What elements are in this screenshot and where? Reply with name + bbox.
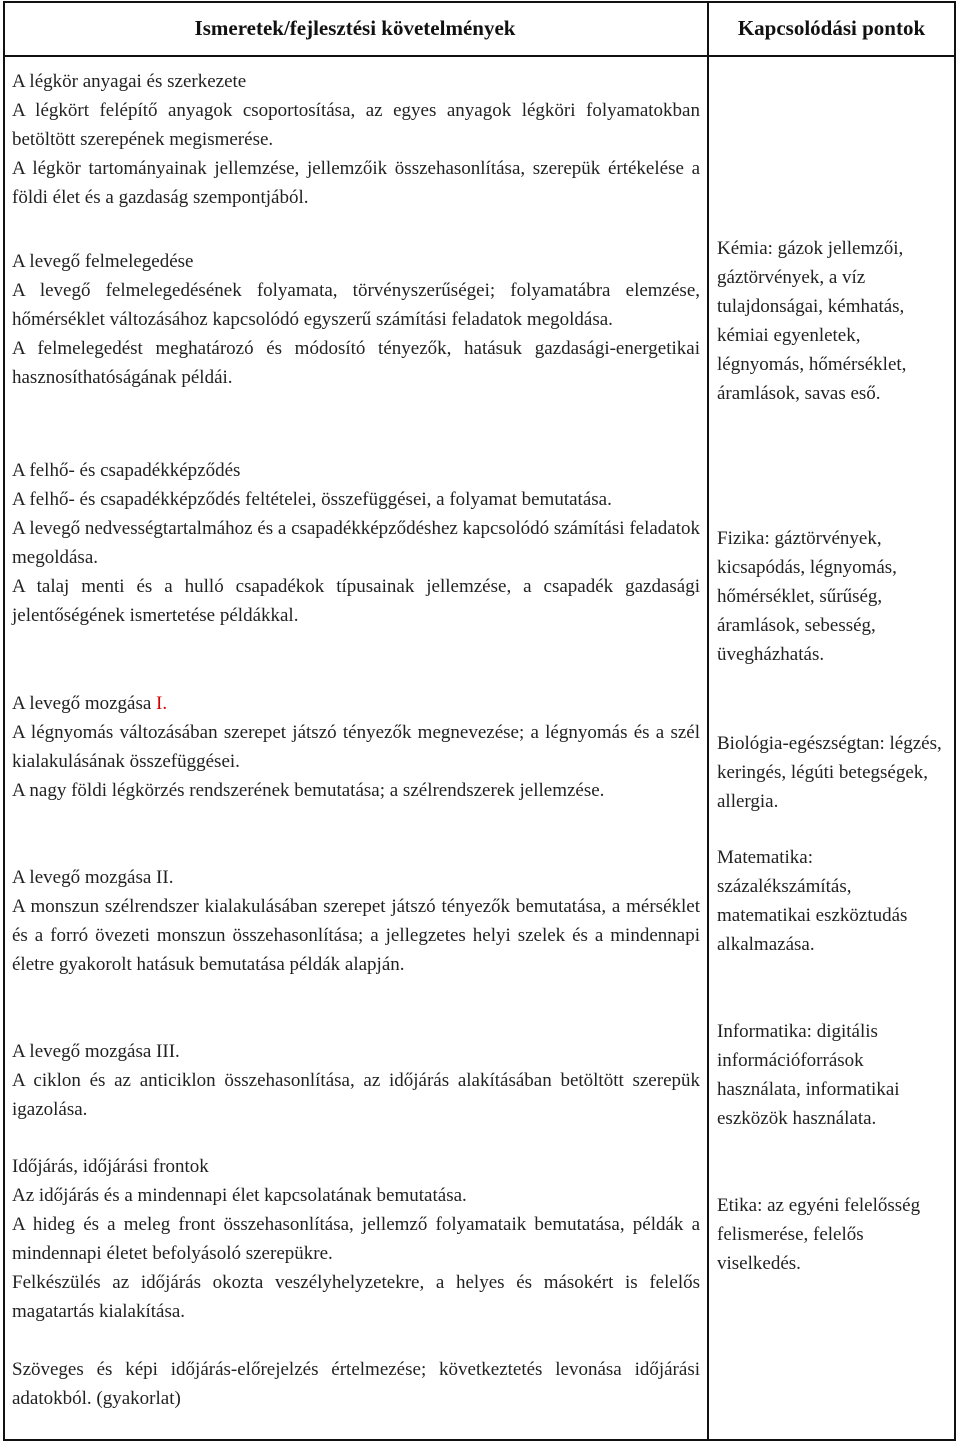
section-title: A levegő mozgása III. bbox=[12, 1041, 180, 1062]
section-title bbox=[12, 689, 700, 718]
section-paragraph: A felmelegedést meghatározó és módosító tényezők, hatásuk gazdasági-energetikai hasznosíthatóságának példái. bbox=[12, 338, 700, 388]
section-title: A felhő- és csapadékképződés bbox=[12, 460, 241, 481]
section-title: A légkör anyagai és szerkezete bbox=[12, 71, 247, 92]
connection-biology: Biológia-egészségtan: légzés, keringés, légúti betegségek, allergia. bbox=[717, 733, 942, 812]
connection-chemistry: Kémia: gázok jellemzői, gáztörvények, a víz tulajdonságai, kémhatás, kémiai egyenletek, légnyomás, hőmérséklet, áramlások, savas eső. bbox=[717, 238, 907, 404]
section-paragraph: Az időjárás és a mindennapi élet kapcsolatának bemutatása. bbox=[12, 1185, 467, 1206]
section-paragraph: A levegő nedvességtartalmához és a csapadékképződéshez kapcsolódó számítási feladatok megoldása. bbox=[12, 518, 700, 568]
section-weather-fronts bbox=[12, 1152, 700, 1326]
section-paragraph: A hideg és a meleg front összehasonlítása, jellemző folyamataik bemutatása, példák a mindennapi életet befolyásoló szerepükre. bbox=[12, 1214, 700, 1264]
section-paragraph: A légkör tartományainak jellemzése, jellemzőik összehasonlítása, szerepük értékelése a földi élet és a gazdaság szempontjából. bbox=[12, 158, 700, 208]
section-atmosphere-composition bbox=[12, 67, 700, 212]
section-paragraph: A légnyomás változásában szerepet játszó tényezők megnevezése; a légnyomás és a szél kialakulásának összefüggései. bbox=[12, 722, 700, 772]
section-paragraph: A légkört felépítő anyagok csoportosítása, az egyes anyagok légköri folyamatokban betöltött szerepének megismerése. bbox=[12, 100, 700, 150]
column-header-connections: Kapcsolódási pontok bbox=[737, 15, 926, 40]
connection-ethics: Etika: az egyéni felelősség felismerése, felelős viselkedés. bbox=[717, 1195, 921, 1274]
section-air-movement-3 bbox=[12, 1037, 700, 1124]
section-air-warming bbox=[12, 247, 700, 392]
column-divider bbox=[707, 1, 709, 1441]
section-title-text: A levegő mozgása bbox=[12, 693, 157, 714]
section-paragraph: Szöveges és képi időjárás-előrejelzés értelmezése; következtetés levonása időjárási adatokból. (gyakorlat) bbox=[12, 1359, 700, 1409]
section-paragraph: A monszun szélrendszer kialakulásában szerepet játszó tényezők bemutatása, a mérséklet és a forró övezeti monszun összehasonlítása; a jellegzetes helyi szelek és a mindennapi életre gyakorolt hatásuk bemutatása példák alapján. bbox=[12, 896, 700, 975]
section-paragraph: A ciklon és az anticiklon összehasonlítása, az időjárás alakításában betöltött szerepük igazolása. bbox=[12, 1070, 700, 1120]
section-forecast-practice bbox=[12, 1355, 700, 1413]
section-title: Időjárás, időjárási frontok bbox=[12, 1156, 209, 1177]
connection-mathematics: Matematika: százalékszámítás, matematikai eszköztudás alkalmazása. bbox=[717, 847, 908, 955]
section-cloud-precipitation bbox=[12, 456, 700, 630]
connection-informatics: Informatika: digitális információforrások használata, informatikai eszközök használata. bbox=[717, 1021, 900, 1129]
section-paragraph: A nagy földi légkörzés rendszerének bemutatása; a szélrendszerek jellemzése. bbox=[12, 780, 605, 801]
section-paragraph: Felkészülés az időjárás okozta veszélyhelyzetekre, a helyes és másokért is felelős magatartás kialakítása. bbox=[12, 1272, 700, 1322]
section-air-movement-2 bbox=[12, 863, 700, 979]
connection-physics: Fizika: gáztörvények, kicsapódás, légnyomás, hőmérséklet, sűrűség, áramlások, sebesség, üvegházhatás. bbox=[717, 528, 897, 665]
column-header-requirements: Ismeretek/fejlesztési követelmények bbox=[194, 15, 516, 40]
section-title-number: I. bbox=[156, 693, 168, 714]
section-air-movement-1 bbox=[12, 689, 700, 805]
section-paragraph: A levegő felmelegedésének folyamata, törvényszerűségei; folyamatábra elemzése, hőmérséklet változásához kapcsolódó egyszerű számítási feladatok megoldása. bbox=[12, 280, 700, 330]
section-title: A levegő mozgása II. bbox=[12, 867, 174, 888]
section-paragraph: A talaj menti és a hulló csapadékok típusainak jellemzése, a csapadék gazdasági jelentőségének ismertetése példákkal. bbox=[12, 576, 700, 626]
section-title: A levegő felmelegedése bbox=[12, 251, 194, 272]
section-paragraph: A felhő- és csapadékképződés feltételei, összefüggései, a folyamat bemutatása. bbox=[12, 489, 612, 510]
